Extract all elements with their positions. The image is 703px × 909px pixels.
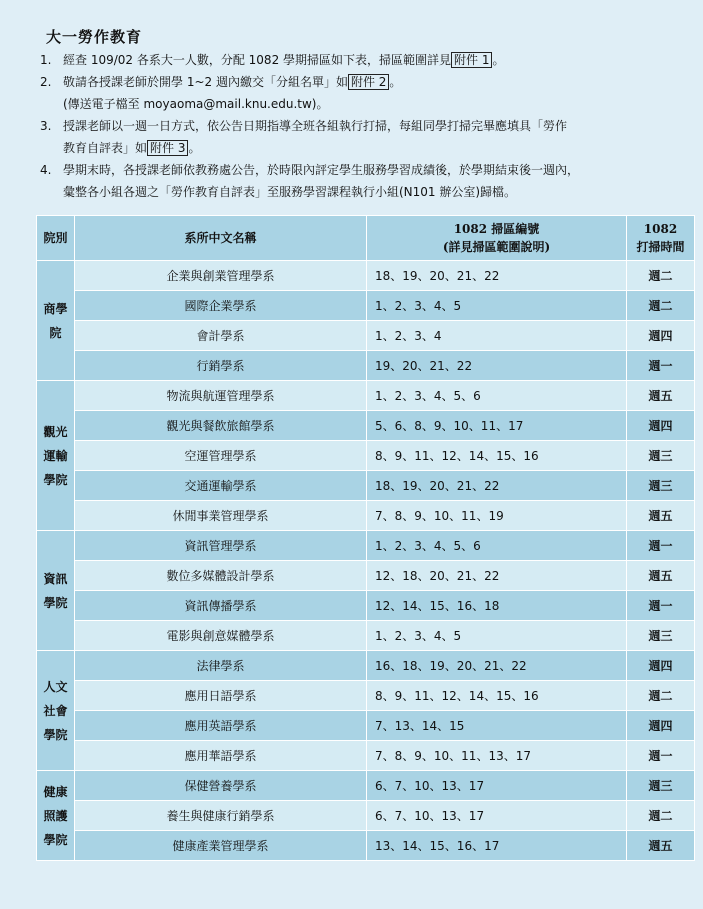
- college-name-line: 資訊: [43, 571, 68, 586]
- header-area-line2: (詳見掃區範圍說明): [442, 240, 551, 254]
- area-cell: 1、2、3、4、5、6: [367, 531, 627, 561]
- area-cell: 6、7、10、13、17: [367, 771, 627, 801]
- week-cell: 週一: [627, 591, 695, 621]
- dept-cell: 健康產業管理學系: [75, 831, 367, 861]
- area-cell: 8、9、11、12、14、15、16: [367, 441, 627, 471]
- instruction-text: (傳送電子檔至 moyaoma@mail.knu.edu.tw)。: [63, 97, 329, 111]
- table-row: [37, 561, 695, 591]
- college-name-line: 院: [49, 325, 62, 340]
- instruction-line: [63, 115, 567, 137]
- area-cell: 12、18、20、21、22: [367, 561, 627, 591]
- instruction-number: 1.: [40, 53, 52, 67]
- week-cell: 週五: [627, 831, 695, 861]
- dept-cell: 資訊傳播學系: [75, 591, 367, 621]
- instruction-text: 經查 109/02 各系大一人數，分配 1082 學期掃區如下表，掃區範圍詳見: [63, 53, 452, 67]
- table-row: [37, 501, 695, 531]
- area-cell: 18、19、20、21、22: [367, 261, 627, 291]
- instruction-number: 3.: [40, 119, 52, 133]
- area-cell: 1、2、3、4、5: [367, 291, 627, 321]
- dept-cell: 應用華語學系: [75, 741, 367, 771]
- header-dept: 系所中文名稱: [75, 216, 367, 261]
- week-cell: 週一: [627, 351, 695, 381]
- college-name-line: 學院: [43, 727, 68, 742]
- header-week-line1: 1082: [643, 222, 678, 236]
- area-cell: 19、20、21、22: [367, 351, 627, 381]
- week-cell: 週四: [627, 321, 695, 351]
- table-row: [37, 291, 695, 321]
- college-name-line: 照護: [43, 808, 68, 823]
- instruction-text: 彙整各小組各週之「勞作教育自評表」至服務學習課程執行小組(N101 辦公室)歸檔。: [63, 185, 517, 199]
- attachment-reference: 附件 2: [348, 74, 389, 90]
- cleaning-schedule-table: [36, 215, 695, 861]
- area-cell: 5、6、8、9、10、11、17: [367, 411, 627, 441]
- header-week-line2: 打掃時間: [636, 240, 685, 254]
- week-cell: 週二: [627, 261, 695, 291]
- table-row: [37, 621, 695, 651]
- college-name-line: 運輸: [43, 448, 68, 463]
- attachment-reference: 附件 1: [451, 52, 492, 68]
- area-cell: 18、19、20、21、22: [367, 471, 627, 501]
- instruction-line: [63, 71, 401, 93]
- college-name-line: 學院: [43, 472, 68, 487]
- instruction-text: 教育自評表」如: [63, 141, 148, 155]
- attachment-reference: 附件 3: [147, 140, 188, 156]
- table-row: [37, 591, 695, 621]
- area-cell: 13、14、15、16、17: [367, 831, 627, 861]
- table-row: [37, 471, 695, 501]
- instruction-text: 學期末時，各授課老師依教務處公告，於時限內評定學生服務學習成績後，於學期結束後一週內，: [63, 163, 580, 177]
- instruction-line: [63, 93, 329, 115]
- dept-cell: 應用英語學系: [75, 711, 367, 741]
- week-cell: 週二: [627, 681, 695, 711]
- dept-cell: 國際企業學系: [75, 291, 367, 321]
- table-row: [37, 651, 695, 681]
- area-cell: 8、9、11、12、14、15、16: [367, 681, 627, 711]
- week-cell: 週一: [627, 531, 695, 561]
- table-row: [37, 771, 695, 801]
- college-name-line: 學院: [43, 595, 68, 610]
- dept-cell: 數位多媒體設計學系: [75, 561, 367, 591]
- instruction-text: 授課老師以一週一日方式，依公告日期指導全班各組執行打掃，每組同學打掃完畢應填具「勞作: [63, 119, 568, 133]
- dept-cell: 交通運輸學系: [75, 471, 367, 501]
- area-cell: 7、13、14、15: [367, 711, 627, 741]
- week-cell: 週四: [627, 711, 695, 741]
- instruction-line: [63, 49, 505, 71]
- table-row: [37, 321, 695, 351]
- dept-cell: 空運管理學系: [75, 441, 367, 471]
- instruction-text: 敬請各授課老師於開學 1~2 週內繳交「分組名單」如: [63, 75, 348, 89]
- college-name-line: 學院: [43, 832, 68, 847]
- college-cell: [37, 531, 75, 651]
- week-cell: 週四: [627, 411, 695, 441]
- dept-cell: 養生與健康行銷學系: [75, 801, 367, 831]
- table-row: [37, 711, 695, 741]
- area-cell: 7、8、9、10、11、19: [367, 501, 627, 531]
- week-cell: 週四: [627, 651, 695, 681]
- header-area-line1: 1082 掃區編號: [453, 222, 540, 236]
- week-cell: 週三: [627, 621, 695, 651]
- dept-cell: 資訊管理學系: [75, 531, 367, 561]
- college-cell: [37, 771, 75, 861]
- week-cell: 週二: [627, 291, 695, 321]
- area-cell: 1、2、3、4、5: [367, 621, 627, 651]
- table-row: [37, 831, 695, 861]
- instruction-text: 。: [492, 53, 505, 67]
- instruction-number: 4.: [40, 163, 52, 177]
- page-title: 大一勞作教育: [46, 28, 143, 46]
- table-row: [37, 741, 695, 771]
- college-cell: [37, 261, 75, 381]
- dept-cell: 應用日語學系: [75, 681, 367, 711]
- college-name-line: 商學: [43, 301, 68, 316]
- dept-cell: 觀光與餐飲旅館學系: [75, 411, 367, 441]
- table-row: [37, 801, 695, 831]
- week-cell: 週五: [627, 501, 695, 531]
- dept-cell: 休閒事業管理學系: [75, 501, 367, 531]
- table-row: [37, 681, 695, 711]
- week-cell: 週一: [627, 741, 695, 771]
- week-cell: 週三: [627, 771, 695, 801]
- table-row: [37, 351, 695, 381]
- area-cell: 12、14、15、16、18: [367, 591, 627, 621]
- college-name-line: 人文: [43, 679, 68, 694]
- table-row: [37, 261, 695, 291]
- table-row: [37, 441, 695, 471]
- week-cell: 週三: [627, 441, 695, 471]
- dept-cell: 物流與航運管理學系: [75, 381, 367, 411]
- table-row: [37, 531, 695, 561]
- week-cell: 週五: [627, 561, 695, 591]
- week-cell: 週二: [627, 801, 695, 831]
- area-cell: 1、2、3、4: [367, 321, 627, 351]
- dept-cell: 電影與創意媒體學系: [75, 621, 367, 651]
- instruction-line: [63, 181, 516, 203]
- area-cell: 7、8、9、10、11、13、17: [367, 741, 627, 771]
- dept-cell: 行銷學系: [75, 351, 367, 381]
- dept-cell: 會計學系: [75, 321, 367, 351]
- college-cell: [37, 651, 75, 771]
- table-header-row: [37, 216, 695, 261]
- table-row: [37, 381, 695, 411]
- college-cell: [37, 381, 75, 531]
- area-cell: 16、18、19、20、21、22: [367, 651, 627, 681]
- header-college: 院別: [37, 216, 75, 261]
- dept-cell: 企業與創業管理學系: [75, 261, 367, 291]
- area-cell: 6、7、10、13、17: [367, 801, 627, 831]
- table-row: [37, 411, 695, 441]
- header-area: [367, 216, 627, 261]
- area-cell: 1、2、3、4、5、6: [367, 381, 627, 411]
- instruction-line: [63, 159, 579, 181]
- college-name-line: 觀光: [43, 424, 68, 439]
- college-name-line: 健康: [43, 784, 68, 799]
- week-cell: 週三: [627, 471, 695, 501]
- week-cell: 週五: [627, 381, 695, 411]
- header-week: [627, 216, 695, 261]
- instruction-number: 2.: [40, 75, 52, 89]
- instruction-text: 。: [389, 75, 402, 89]
- instruction-text: 。: [188, 141, 201, 155]
- college-name-line: 社會: [43, 703, 68, 718]
- dept-cell: 法律學系: [75, 651, 367, 681]
- instruction-line: [63, 137, 200, 159]
- dept-cell: 保健營養學系: [75, 771, 367, 801]
